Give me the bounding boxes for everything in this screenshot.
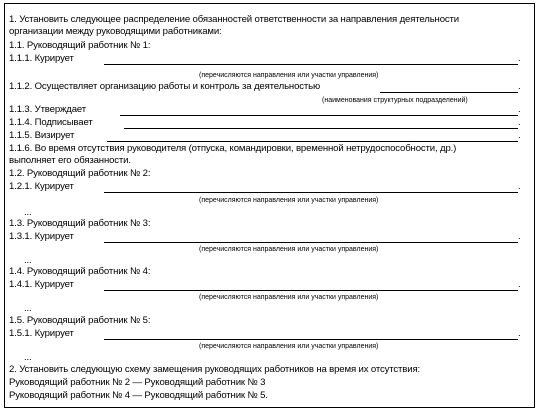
worker-5-curates-line bbox=[104, 339, 518, 340]
worker-4-heading: 1.4. Руководящий работник № 4: bbox=[9, 266, 151, 277]
worker-1-controls-note: (наименования структурных подразделений) bbox=[322, 97, 468, 104]
worker-2-curates-label: 1.2.1. Курирует bbox=[9, 181, 74, 192]
worker-1-signs-label: 1.1.4. Подписывает bbox=[9, 117, 93, 128]
worker-2-ellipsis: ... bbox=[24, 207, 32, 218]
worker-2-heading: 1.2. Руководящий работник № 2: bbox=[9, 168, 151, 179]
worker-1-substitute-line-1: 1.1.6. Во время отсутствия руководителя (отпуска, командировки, временной нетрудоспособности, др.) bbox=[9, 143, 457, 154]
worker-1-visas-line bbox=[107, 141, 518, 142]
worker-5-curates-note: (перечисляются направления или участки управления) bbox=[199, 343, 379, 350]
worker-3-curates-label: 1.3.1. Курирует bbox=[9, 231, 74, 242]
worker-1-curates-label: 1.1.1. Курирует bbox=[9, 53, 74, 64]
paragraph-2-line-3: Руководящий работник № 4 — Руководящий работник № 5. bbox=[9, 390, 268, 401]
worker-5-curates-end: . bbox=[518, 328, 521, 339]
worker-3-curates-line bbox=[104, 242, 518, 243]
worker-1-substitute-line-2: выполняет его обязанности. bbox=[9, 155, 131, 166]
worker-4-ellipsis: ... bbox=[24, 303, 32, 314]
worker-5-curates-label: 1.5.1. Курирует bbox=[9, 328, 74, 339]
worker-1-controls-label: 1.1.2. Осуществляет организацию работы и контроль за деятельностью bbox=[9, 81, 321, 92]
worker-5-heading: 1.5. Руководящий работник № 5: bbox=[9, 315, 151, 326]
worker-1-controls-line bbox=[380, 92, 518, 93]
worker-1-controls-end: . bbox=[518, 81, 521, 92]
worker-1-curates-note: (перечисляются направления или участки управления) bbox=[199, 72, 379, 79]
worker-3-heading: 1.3. Руководящий работник № 3: bbox=[9, 218, 151, 229]
worker-1-approves-label: 1.1.3. Утверждает bbox=[9, 104, 87, 115]
paragraph-1-line-2: организации между руководящими работниками: bbox=[9, 26, 222, 37]
paragraph-2-line-2: Руководящий работник № 2 — Руководящий работник № 3 bbox=[9, 377, 266, 388]
paragraph-1-line-1: 1. Установить следующее распределение обязанностей ответственности за направления деятельности bbox=[9, 14, 459, 25]
worker-4-curates-line bbox=[104, 290, 518, 291]
worker-3-ellipsis: ... bbox=[24, 255, 32, 266]
worker-3-curates-end: . bbox=[518, 231, 521, 242]
worker-1-signs-end: . bbox=[518, 117, 521, 128]
worker-1-approves-line bbox=[120, 115, 518, 116]
worker-3-curates-note: (перечисляются направления или участки управления) bbox=[199, 246, 379, 253]
worker-1-curates-end: . bbox=[518, 53, 521, 64]
worker-1-visas-end: . bbox=[518, 130, 521, 141]
worker-1-visas-label: 1.1.5. Визирует bbox=[9, 130, 75, 141]
worker-1-approves-end: . bbox=[518, 104, 521, 115]
worker-1-signs-line bbox=[124, 128, 518, 129]
worker-1-heading: 1.1. Руководящий работник № 1: bbox=[9, 40, 151, 51]
worker-4-curates-end: . bbox=[518, 279, 521, 290]
worker-4-curates-note: (перечисляются направления или участки управления) bbox=[199, 294, 379, 301]
worker-5-ellipsis: ... bbox=[24, 352, 32, 363]
paragraph-2-line-1: 2. Установить следующую схему замещения руководящих работников на время их отсутствия: bbox=[9, 364, 421, 375]
worker-1-curates-line bbox=[104, 64, 518, 65]
worker-2-curates-end: . bbox=[518, 181, 521, 192]
worker-2-curates-line bbox=[104, 192, 518, 193]
worker-2-curates-note: (перечисляются направления или участки управления) bbox=[199, 197, 379, 204]
worker-4-curates-label: 1.4.1. Курирует bbox=[9, 279, 74, 290]
